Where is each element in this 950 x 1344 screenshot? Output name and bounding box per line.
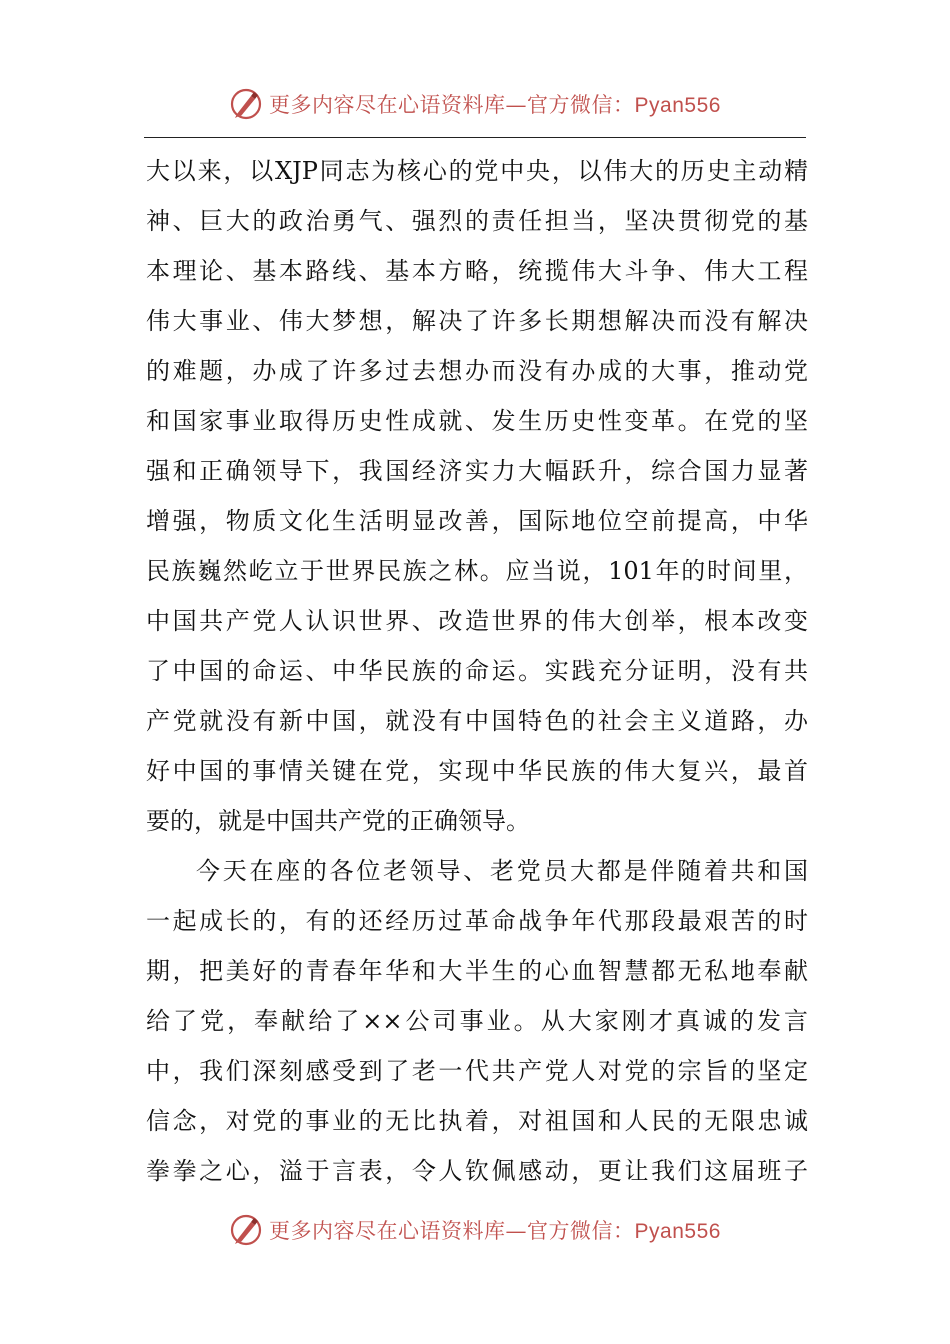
text-line: 信念，对党的事业的无比执着，对祖国和人民的无限忠诚 — [146, 1107, 808, 1135]
wechat-handle: Pyan556 — [634, 94, 721, 117]
text-line: 神、巨大的政治勇气、强烈的责任担当，坚决贯彻党的基 — [146, 207, 808, 235]
text-line: 和国家事业取得历史性成就、发生历史性变革。在党的坚 — [146, 407, 808, 435]
header-banner — [0, 84, 950, 124]
text-line: 一起成长的，有的还经历过革命战争年代那段最艰苦的时 — [146, 907, 808, 935]
text-line: 好中国的事情关键在党，实现中华民族的伟大复兴，最首 — [146, 757, 808, 785]
text-line: 伟大事业、伟大梦想，解决了许多长期想解决而没有解决 — [146, 307, 808, 335]
banner-text: 更多内容尽在心语资料库—官方微信：Pyan556 — [269, 93, 721, 117]
text-line: 给了党，奉献给了××公司事业。从大家刚才真诚的发言 — [146, 1007, 808, 1035]
text-line: 要的，就是中国共产党的正确领导。 — [146, 807, 530, 835]
footer-banner — [0, 1210, 950, 1250]
text-line: 拳拳之心，溢于言表，令人钦佩感动，更让我们这届班子 — [146, 1157, 808, 1185]
pen-logo-icon — [229, 1213, 263, 1247]
pen-logo-icon — [229, 87, 263, 121]
text-line: 强和正确领导下，我国经济实力大幅跃升，综合国力显著 — [146, 457, 808, 485]
paragraph-start-line: 今天在座的各位老领导、老党员大都是伴随着共和国 — [196, 857, 808, 885]
document-body — [146, 146, 808, 1196]
banner-text: 更多内容尽在心语资料库—官方微信：Pyan556 — [269, 1219, 721, 1243]
wechat-handle: Pyan556 — [634, 1220, 721, 1243]
text-line: 期，把美好的青春年华和大半生的心血智慧都无私地奉献 — [146, 957, 808, 985]
text-line: 中国共产党人认识世界、改造世界的伟大创举，根本改变 — [146, 607, 808, 635]
text-line: 大以来，以XJP同志为核心的党中央，以伟大的历史主动精 — [146, 157, 808, 185]
text-line: 增强，物质文化生活明显改善，国际地位空前提高，中华 — [146, 507, 808, 535]
text-line: 本理论、基本路线、基本方略，统揽伟大斗争、伟大工程 — [146, 257, 808, 285]
text-line: 民族巍然屹立于世界民族之林。应当说，101年的时间里， — [146, 557, 808, 585]
text-line: 了中国的命运、中华民族的命运。实践充分证明，没有共 — [146, 657, 808, 685]
header-divider — [144, 137, 806, 138]
text-line: 的难题，办成了许多过去想办而没有办成的大事，推动党 — [146, 357, 808, 385]
text-line: 中，我们深刻感受到了老一代共产党人对党的宗旨的坚定 — [146, 1057, 808, 1085]
text-line: 产党就没有新中国，就没有中国特色的社会主义道路，办 — [146, 707, 808, 735]
